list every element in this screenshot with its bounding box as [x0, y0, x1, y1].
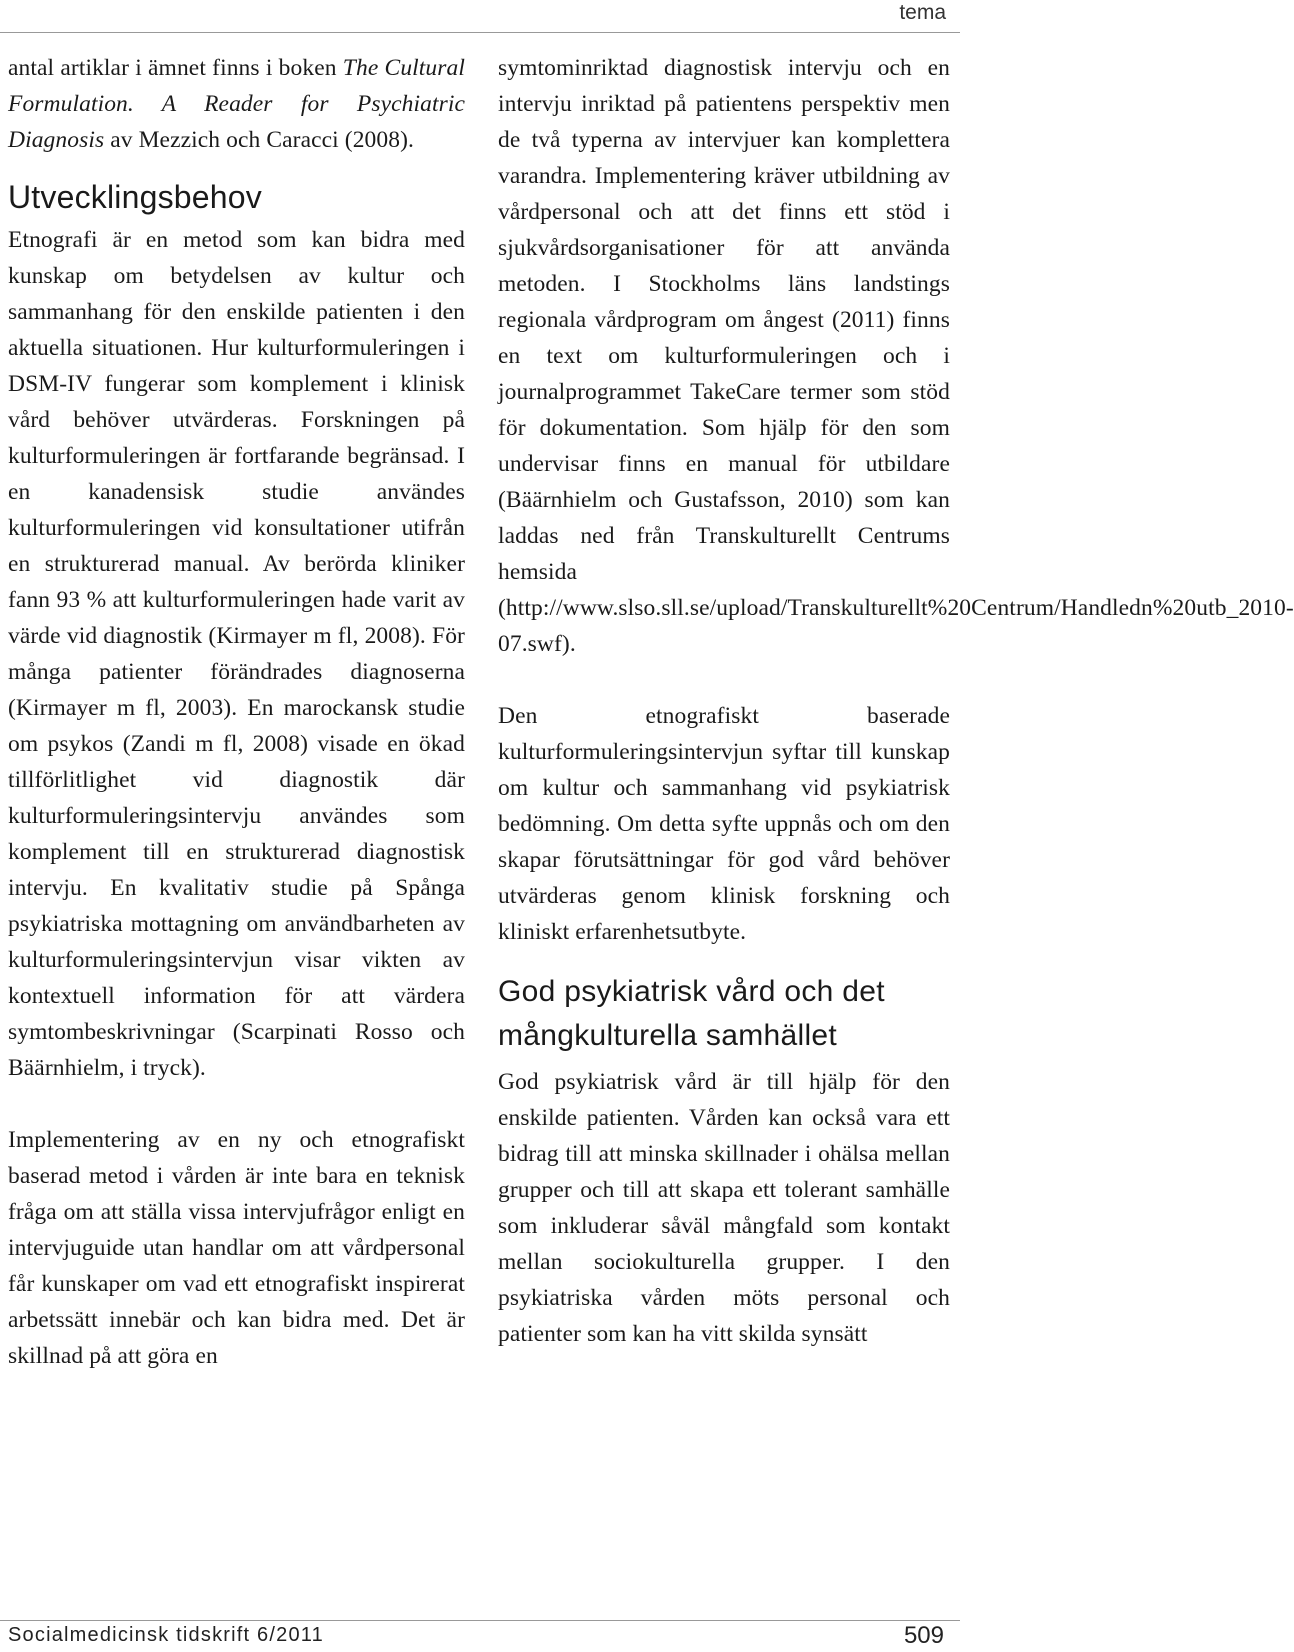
section-tag: tema: [899, 1, 946, 24]
page-number: 509: [903, 1622, 944, 1649]
footer-rule: [0, 1620, 960, 1621]
left-column: [8, 50, 465, 1374]
intro-paragraph: [8, 50, 465, 158]
header-rule: [0, 32, 960, 33]
body-paragraph: symtominriktad diagnostisk intervju och en intervju inriktad på patientens perspektiv men de två typerna av intervjuer kan komplettera varandra. Implementering kräver utbildning av vårdpersonal och att det finns ett stöd i sjukvårdsorganisationer för att använda metoden. I Stockholms läns landstings regionala vårdprogram om ångest (2011) finns en text om kulturformuleringen och i journalprogrammet TakeCare termer som stöd för dokumentation. Som hjälp för den som undervisar finns en manual för utbildare (Bäärnhielm och Gustafsson, 2010) som kan laddas ned från Transkulturellt Centrums hemsida (http://www.slso.sll.se/upload/Transkulturellt%20Centrum/Handledn%20utb_2010-07.swf).: [498, 55, 1294, 657]
paragraph-gap: [498, 662, 950, 698]
journal-name: Socialmedicinsk tidskrift 6/2011: [8, 1624, 324, 1646]
intro-text-b: av Mezzich och Caracci (2008).: [104, 127, 414, 153]
body-paragraph: Implementering av en ny och etnografiskt baserad metod i vården är inte bara en teknisk fråga om att ställa vissa intervjufrågor enligt en intervjuguide utan handlar om att vårdpersonal får kunskaper om vad ett etnografiskt inspirerat arbetssätt innebär och kan bidra med. Det är skillnad på att göra en: [8, 1127, 465, 1369]
section-heading-utvecklingsbehov: Utvecklingsbehov: [8, 179, 262, 215]
body-paragraph: God psykiatrisk vård är till hjälp för den enskilde patienten. Vården kan också vara ett bidrag till att minska skillnader i ohälsa mellan grupper och till att skapa ett tolerant samhälle som inkluderar såväl mångfald som kontakt mellan sociokulturella grupper. I den psykiatriska vården möts personal och patienter som kan ha vitt skilda synsätt: [498, 1069, 950, 1347]
body-paragraph: Etnografi är en metod som kan bidra med kunskap om betydelsen av kultur och sammanhang för den enskilde patienten i den aktuella situationen. Hur kulturformuleringen i DSM-IV fungerar som komplement i klinisk vård behöver utvärderas. Forskningen på kulturformuleringen är fortfarande begränsad. I en kanadensisk studie användes kulturformuleringen vid konsultationer utifrån en strukturerad manual. Av berörda kliniker fann 93 % att kulturformuleringen hade varit av värde vid diagnostik (Kirmayer m fl, 2008). För många patienter förändrades diagnoserna (Kirmayer m fl, 2003). En marockansk studie om psykos (Zandi m fl, 2008) visade en ökad tillförlitlighet vid diagnostik där kulturformuleringsintervju användes som komplement till en strukturerad diagnostisk intervju. En kvalitativ studie på Spånga psykiatriska mottagning om användbarheten av kulturformuleringsintervjun visar vikten av kontextuell information för att värdera symtombeskrivningar (Scarpinati Rosso och Bäärnhielm, i tryck).: [8, 227, 465, 1081]
body-paragraph: Den etnografiskt baserade kulturformuleringsintervjun syftar till kunskap om kultur och sammanhang vid psykiatrisk bedömning. Om detta syfte uppnås och om den skapar förutsättningar för god vård behöver utvärderas genom klinisk forskning och kliniskt erfarenhetsutbyte.: [498, 703, 950, 945]
intro-text-a: antal artiklar i ämnet finns i boken: [8, 55, 343, 81]
paragraph-gap: [8, 1086, 465, 1122]
right-column: [498, 50, 1294, 1352]
section-heading-god-psykiatrisk-vard: God psykiatrisk vård och det mångkulturella samhället: [498, 975, 885, 1052]
book-title: The Cultural Formulation. A Reader for Psychiatric Diagnosis: [8, 55, 465, 153]
